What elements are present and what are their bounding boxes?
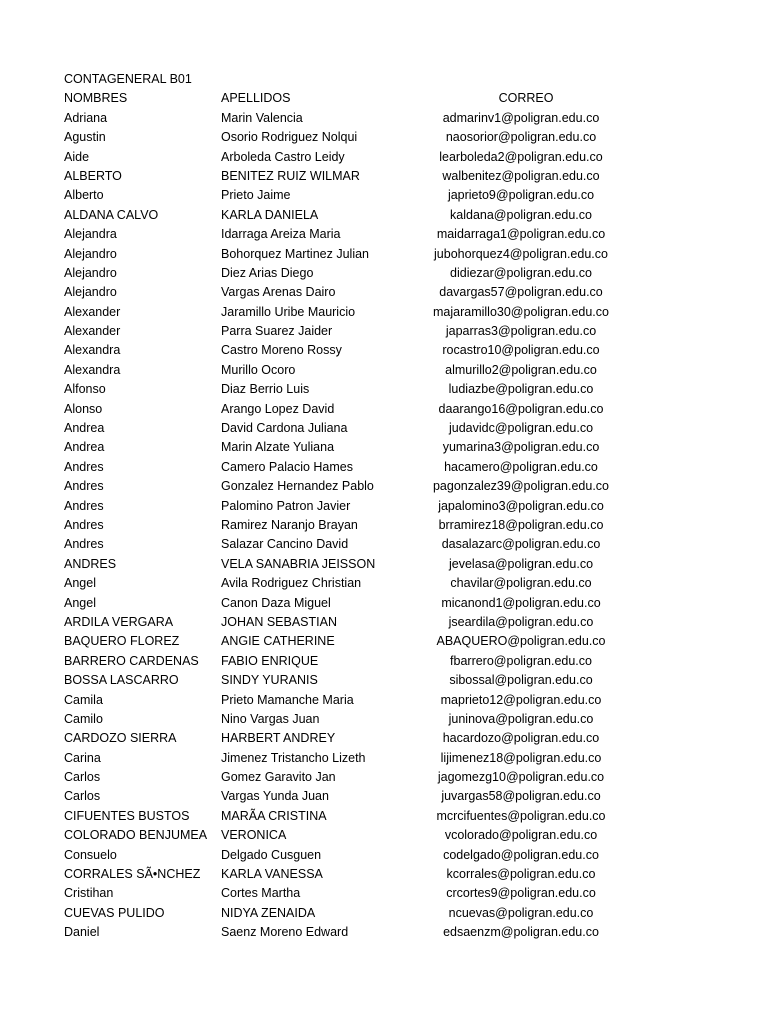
table-row <box>64 632 744 651</box>
apellidos-cell: VERONICA <box>221 828 287 843</box>
correo-cell: kcorrales@poligran.edu.co <box>446 867 596 882</box>
apellidos-cell: Gonzalez Hernandez Pablo <box>221 479 374 494</box>
table-row <box>64 458 744 477</box>
table-row <box>64 671 744 690</box>
table-row <box>64 206 744 225</box>
correo-cell: judavidc@poligran.edu.co <box>448 421 594 436</box>
correo-cell: ABAQUERO@poligran.edu.co <box>436 634 606 649</box>
apellidos-cell: Gomez Garavito Jan <box>221 770 336 785</box>
nombre-cell: Daniel <box>64 925 100 940</box>
apellidos-cell: Nino Vargas Juan <box>221 711 320 726</box>
apellidos-cell: Saenz Moreno Edward <box>221 925 349 940</box>
apellidos-cell: SINDY YURANIS <box>221 673 318 688</box>
correo-cell: japrieto9@poligran.edu.co <box>447 188 595 203</box>
nombre-cell: Andres <box>64 459 104 474</box>
apellidos-cell: JOHAN SEBASTIAN <box>221 614 337 629</box>
correo-cell: edsaenzm@poligran.edu.co <box>443 925 599 940</box>
apellidos-cell: Bohorquez Martinez Julian <box>221 246 369 261</box>
nombre-cell: Carlos <box>64 770 101 785</box>
table-row <box>64 400 744 419</box>
correo-cell: majaramillo30@poligran.edu.co <box>433 304 609 319</box>
correo-cell: sibossal@poligran.edu.co <box>449 673 593 688</box>
correo-cell: walbenitez@poligran.edu.co <box>442 168 600 183</box>
table-row <box>64 186 744 205</box>
header-correo: CORREO <box>498 91 554 106</box>
table-row <box>64 535 744 554</box>
apellidos-cell: Diez Arias Diego <box>221 265 314 280</box>
table-row <box>64 904 744 923</box>
apellidos-cell: Castro Moreno Rossy <box>221 343 342 358</box>
nombre-cell: ALDANA CALVO <box>64 207 159 222</box>
nombre-cell: Aide <box>64 149 90 164</box>
nombre-cell: Andrea <box>64 440 105 455</box>
correo-cell: daarango16@poligran.edu.co <box>438 401 604 416</box>
apellidos-cell: Ramirez Naranjo Brayan <box>221 517 358 532</box>
nombre-cell: Angel <box>64 576 96 591</box>
table-row <box>64 652 744 671</box>
nombre-cell: BARRERO CARDENAS <box>64 653 199 668</box>
table-row <box>64 109 744 128</box>
table-row <box>64 749 744 768</box>
correo-cell: japarras3@poligran.edu.co <box>445 324 597 339</box>
apellidos-cell: Murillo Ocoro <box>221 362 296 377</box>
nombre-cell: Consuelo <box>64 847 117 862</box>
table-row <box>64 691 744 710</box>
correo-cell: yumarina3@poligran.edu.co <box>442 440 600 455</box>
apellidos-cell: Canon Daza Miguel <box>221 595 331 610</box>
correo-cell: pagonzalez39@poligran.edu.co <box>432 479 609 494</box>
correo-cell: vcolorado@poligran.edu.co <box>444 828 598 843</box>
table-row <box>64 303 744 322</box>
table-row <box>64 768 744 787</box>
table-row <box>64 380 744 399</box>
table-row <box>64 264 744 283</box>
correo-cell: micanond1@poligran.edu.co <box>441 595 601 610</box>
nombre-cell: Alonso <box>64 401 103 416</box>
nombre-cell: Carlos <box>64 789 101 804</box>
nombre-cell: Alexander <box>64 324 121 339</box>
apellidos-cell: Osorio Rodriguez Nolqui <box>221 130 358 145</box>
header-row <box>64 89 744 108</box>
nombre-cell: Cristihan <box>64 886 114 901</box>
correo-cell: codelgado@poligran.edu.co <box>443 847 599 862</box>
apellidos-cell: Delgado Cusguen <box>221 847 322 862</box>
table-row <box>64 574 744 593</box>
nombre-cell: CORRALES SÃ•NCHEZ <box>64 867 201 882</box>
table-row <box>64 225 744 244</box>
correo-cell: juninova@poligran.edu.co <box>448 711 594 726</box>
apellidos-cell: Arango Lopez David <box>221 401 335 416</box>
correo-cell: jubohorquez4@poligran.edu.co <box>434 246 608 261</box>
nombre-cell: Andrea <box>64 421 105 436</box>
table-row <box>64 807 744 826</box>
table-row <box>64 729 744 748</box>
correo-cell: ncuevas@poligran.edu.co <box>448 905 594 920</box>
apellidos-cell: Idarraga Areiza Maria <box>221 227 341 242</box>
correo-cell: jseardila@poligran.edu.co <box>448 614 594 629</box>
table-row <box>64 846 744 865</box>
table-row <box>64 148 744 167</box>
nombre-cell: Alejandro <box>64 265 117 280</box>
nombre-cell: Alexander <box>64 304 121 319</box>
apellidos-cell: Parra Suarez Jaider <box>221 324 333 339</box>
header-nombres: NOMBRES <box>64 91 128 106</box>
nombre-cell: CUEVAS PULIDO <box>64 905 165 920</box>
nombre-cell: Alejandro <box>64 246 117 261</box>
apellidos-cell: KARLA VANESSA <box>221 867 323 882</box>
correo-cell: japalomino3@poligran.edu.co <box>438 498 604 513</box>
nombre-cell: Alexandra <box>64 362 121 377</box>
apellidos-cell: Cortes Martha <box>221 886 301 901</box>
apellidos-cell: Prieto Jaime <box>221 188 291 203</box>
correo-cell: maidarraga1@poligran.edu.co <box>436 227 606 242</box>
header-apellidos: APELLIDOS <box>221 91 291 106</box>
correo-cell: ludiazbe@poligran.edu.co <box>448 382 594 397</box>
nombre-cell: ANDRES <box>64 556 117 571</box>
correo-cell: crcortes9@poligran.edu.co <box>446 886 596 901</box>
rows-container <box>64 109 744 943</box>
nombre-cell: CARDOZO SIERRA <box>64 731 177 746</box>
correo-cell: fbarrero@poligran.edu.co <box>450 653 592 668</box>
apellidos-cell: Marin Alzate Yuliana <box>221 440 335 455</box>
apellidos-cell: Camero Palacio Hames <box>221 459 353 474</box>
correo-cell: chavilar@poligran.edu.co <box>450 576 592 591</box>
apellidos-cell: Palomino Patron Javier <box>221 498 351 513</box>
table-row <box>64 865 744 884</box>
table-row <box>64 826 744 845</box>
table-row <box>64 283 744 302</box>
nombre-cell: Andres <box>64 517 104 532</box>
correo-cell: naosorior@poligran.edu.co <box>445 130 597 145</box>
table-row <box>64 594 744 613</box>
nombre-cell: Camilo <box>64 711 103 726</box>
table-row <box>64 419 744 438</box>
correo-cell: almurillo2@poligran.edu.co <box>445 362 597 377</box>
table-row <box>64 361 744 380</box>
apellidos-cell: Marin Valencia <box>221 110 303 125</box>
nombre-cell: ALBERTO <box>64 168 122 183</box>
nombre-cell: Alfonso <box>64 382 106 397</box>
nombre-cell: COLORADO BENJUMEA <box>64 828 208 843</box>
correo-cell: rocastro10@poligran.edu.co <box>442 343 600 358</box>
document-title: CONTAGENERAL B01 <box>64 72 192 86</box>
table-row <box>64 497 744 516</box>
apellidos-cell: KARLA DANIELA <box>221 207 319 222</box>
nombre-cell: Adriana <box>64 110 108 125</box>
nombre-cell: BOSSA LASCARRO <box>64 673 179 688</box>
correo-cell: didiezar@poligran.edu.co <box>450 265 592 280</box>
table-row <box>64 167 744 186</box>
table-row <box>64 787 744 806</box>
correo-cell: lijimenez18@poligran.edu.co <box>440 750 602 765</box>
nombre-cell: Andres <box>64 537 104 552</box>
correo-cell: hacardozo@poligran.edu.co <box>442 731 600 746</box>
apellidos-cell: MARÃA CRISTINA <box>221 808 327 823</box>
apellidos-cell: Vargas Arenas Dairo <box>221 285 336 300</box>
table-row <box>64 438 744 457</box>
apellidos-cell: Jaramillo Uribe Mauricio <box>221 304 356 319</box>
table-row <box>64 884 744 903</box>
table-row <box>64 613 744 632</box>
nombre-cell: ARDILA VERGARA <box>64 614 174 629</box>
table-row <box>64 555 744 574</box>
correo-cell: mcrcifuentes@poligran.edu.co <box>436 808 606 823</box>
correo-cell: jagomezg10@poligran.edu.co <box>437 770 605 785</box>
correo-cell: dasalazarc@poligran.edu.co <box>441 537 601 552</box>
correo-cell: jevelasa@poligran.edu.co <box>448 556 594 571</box>
table-row <box>64 710 744 729</box>
table-row <box>64 322 744 341</box>
table-row <box>64 341 744 360</box>
correo-cell: admarinv1@poligran.edu.co <box>442 110 600 125</box>
nombre-cell: Alejandra <box>64 227 117 242</box>
correo-cell: kaldana@poligran.edu.co <box>450 207 592 222</box>
nombre-cell: Alberto <box>64 188 104 203</box>
nombre-cell: BAQUERO FLOREZ <box>64 634 180 649</box>
apellidos-cell: Prieto Mamanche Maria <box>221 692 354 707</box>
correo-cell: learboleda2@poligran.edu.co <box>439 149 603 164</box>
apellidos-cell: HARBERT ANDREY <box>221 731 336 746</box>
correo-cell: juvargas58@poligran.edu.co <box>441 789 601 804</box>
nombre-cell: Andres <box>64 479 104 494</box>
apellidos-cell: Vargas Yunda Juan <box>221 789 329 804</box>
table-row <box>64 477 744 496</box>
apellidos-cell: David Cardona Juliana <box>221 421 348 436</box>
nombre-cell: Alejandro <box>64 285 117 300</box>
apellidos-cell: Arboleda Castro Leidy <box>221 149 345 164</box>
apellidos-cell: ANGIE CATHERINE <box>221 634 335 649</box>
student-list-sheet <box>64 70 744 943</box>
correo-cell: maprieto12@poligran.edu.co <box>440 692 602 707</box>
correo-cell: davargas57@poligran.edu.co <box>439 285 603 300</box>
nombre-cell: CIFUENTES BUSTOS <box>64 808 190 823</box>
apellidos-cell: FABIO ENRIQUE <box>221 653 319 668</box>
nombre-cell: Carina <box>64 750 101 765</box>
table-row <box>64 128 744 147</box>
apellidos-cell: NIDYA ZENAIDA <box>221 905 316 920</box>
table-row <box>64 516 744 535</box>
correo-cell: brramirez18@poligran.edu.co <box>438 517 604 532</box>
apellidos-cell: Avila Rodriguez Christian <box>221 576 362 591</box>
nombre-cell: Angel <box>64 595 96 610</box>
nombre-cell: Andres <box>64 498 104 513</box>
nombre-cell: Alexandra <box>64 343 121 358</box>
nombre-cell: Camila <box>64 692 103 707</box>
apellidos-cell: VELA SANABRIA JEISSON <box>221 556 376 571</box>
table-row <box>64 245 744 264</box>
nombre-cell: Agustin <box>64 130 106 145</box>
apellidos-cell: Jimenez Tristancho Lizeth <box>221 750 366 765</box>
apellidos-cell: Salazar Cancino David <box>221 537 349 552</box>
apellidos-cell: Diaz Berrio Luis <box>221 382 310 397</box>
correo-cell: hacamero@poligran.edu.co <box>444 459 598 474</box>
table-row <box>64 923 744 942</box>
apellidos-cell: BENITEZ RUIZ WILMAR <box>221 168 360 183</box>
